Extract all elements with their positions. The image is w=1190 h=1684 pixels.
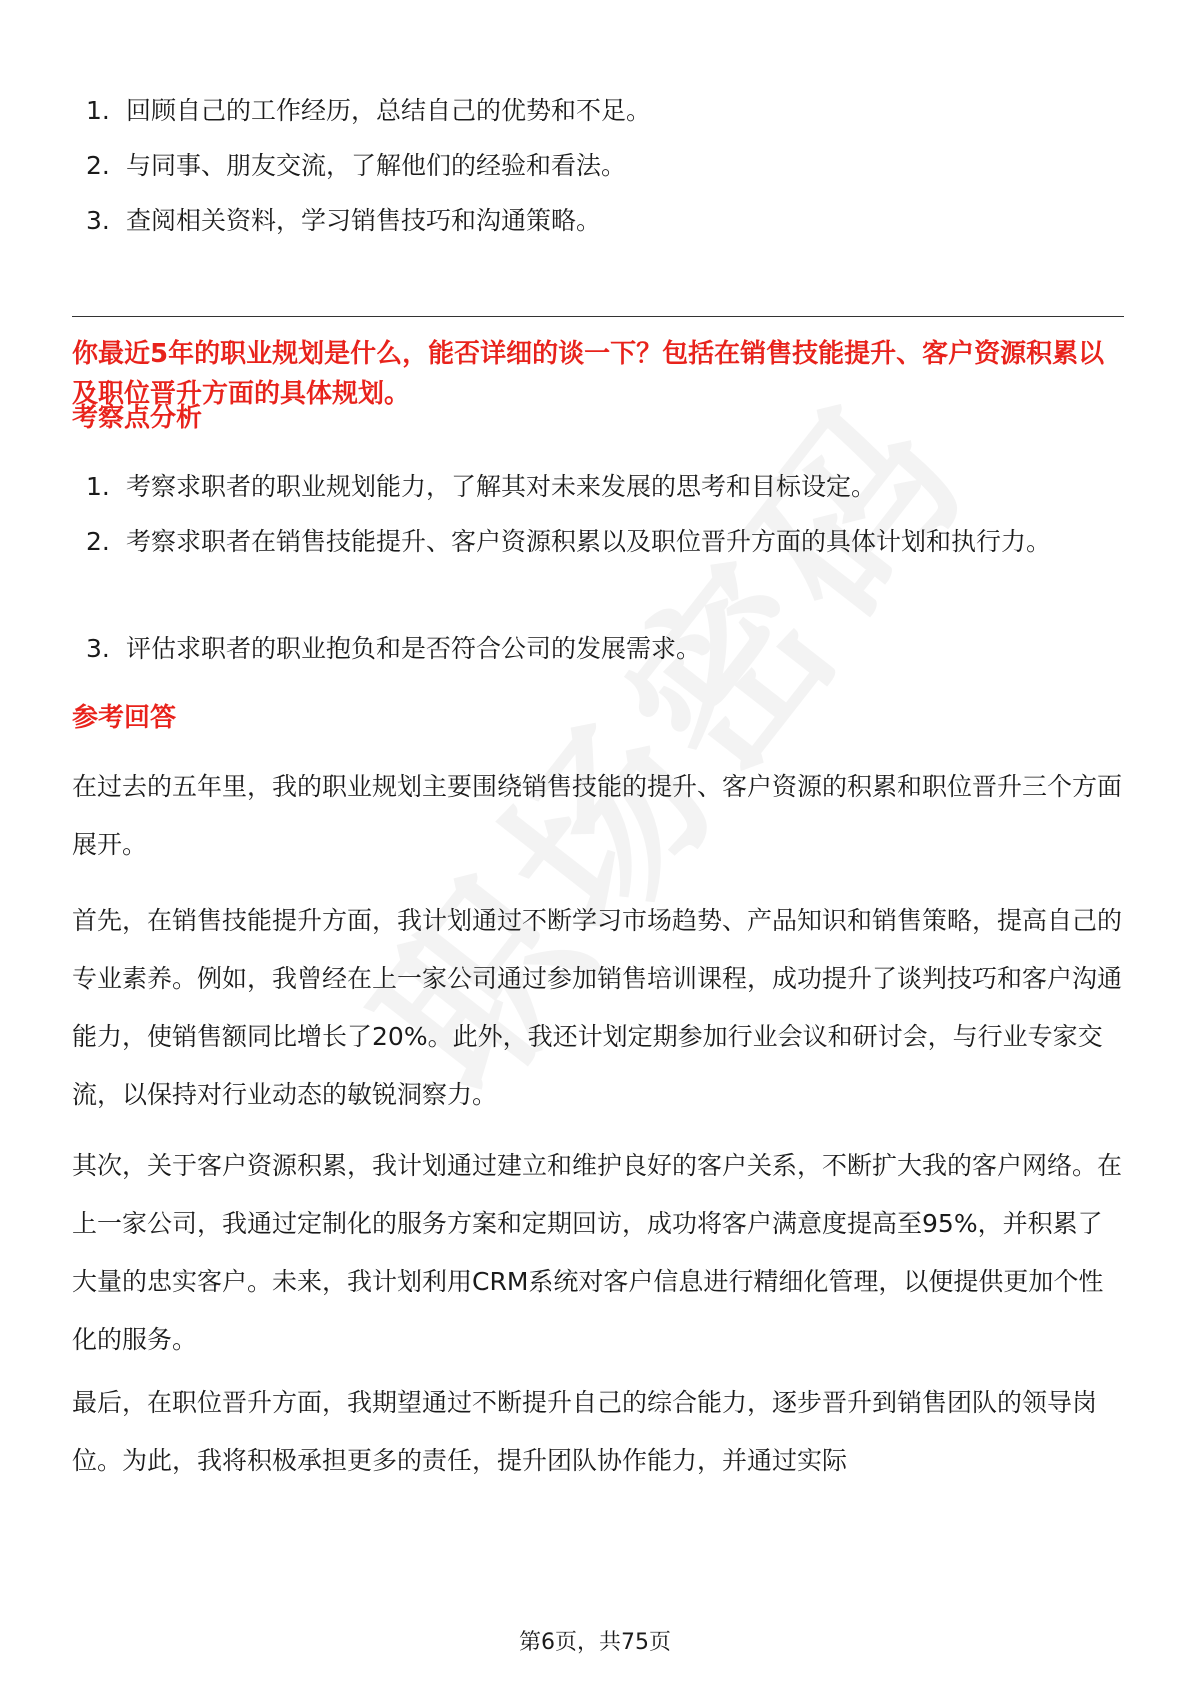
list-item (86, 458, 1126, 516)
list-number: 1. (86, 472, 110, 501)
list-number: 3. (86, 206, 110, 235)
list-number: 3. (86, 634, 110, 663)
list-item (86, 620, 1126, 678)
list-text: 评估求职者的职业抱负和是否符合公司的发展需求。 (126, 634, 702, 663)
list-item (86, 513, 1126, 571)
list-number: 2. (86, 151, 110, 180)
question-title: 你最近5年的职业规划是什么，能否详细的谈一下？包括在销售技能提升、客户资源积累以及职位晋升方面的具体规划。 (72, 339, 1105, 409)
page-footer: 第6页，共75页 (519, 1630, 671, 1655)
list-text: 查阅相关资料，学习销售技巧和沟通策略。 (126, 206, 602, 235)
list-text: 考察求职者的职业规划能力，了解其对未来发展的思考和目标设定。 (126, 472, 877, 501)
list-item (86, 137, 1126, 195)
list-text: 回顾自己的工作经历，总结自己的优势和不足。 (126, 96, 652, 125)
analysis-heading: 考察点分析 (72, 403, 203, 433)
list-number: 1. (86, 96, 110, 125)
list-item (86, 192, 1126, 250)
list-item (86, 82, 1126, 140)
answer-paragraph: 首先，在销售技能提升方面，我计划通过不断学习市场趋势、产品知识和销售策略，提高自己的专业素养。例如，我曾经在上一家公司通过参加销售培训课程，成功提升了谈判技巧和客户沟通能力，使销售额同比增长了20%。此外，我还计划定期参加行业会议和研讨会，与行业专家交流，以保持对行业动态的敏锐洞察力。 (72, 906, 1123, 1109)
answer-heading: 参考回答 (72, 703, 177, 733)
section-divider (72, 316, 1124, 317)
list-text: 与同事、朋友交流，了解他们的经验和看法。 (126, 151, 627, 180)
answer-paragraph: 在过去的五年里，我的职业规划主要围绕销售技能的提升、客户资源的积累和职位晋升三个方面展开。 (72, 772, 1123, 859)
list-number: 2. (86, 527, 110, 556)
list-text: 考察求职者在销售技能提升、客户资源积累以及职位晋升方面的具体计划和执行力。 (126, 527, 1052, 556)
answer-paragraph: 最后，在职位晋升方面，我期望通过不断提升自己的综合能力，逐步晋升到销售团队的领导岗位。为此，我将积极承担更多的责任，提升团队协作能力，并通过实际 (72, 1388, 1098, 1475)
answer-paragraph: 其次，关于客户资源积累，我计划通过建立和维护良好的客户关系，不断扩大我的客户网络。在上一家公司，我通过定制化的服务方案和定期回访，成功将客户满意度提高至95%，并积累了大量的忠实客户。未来，我计划利用CRM系统对客户信息进行精细化管理，以便提供更加个性化的服务。 (72, 1151, 1123, 1354)
